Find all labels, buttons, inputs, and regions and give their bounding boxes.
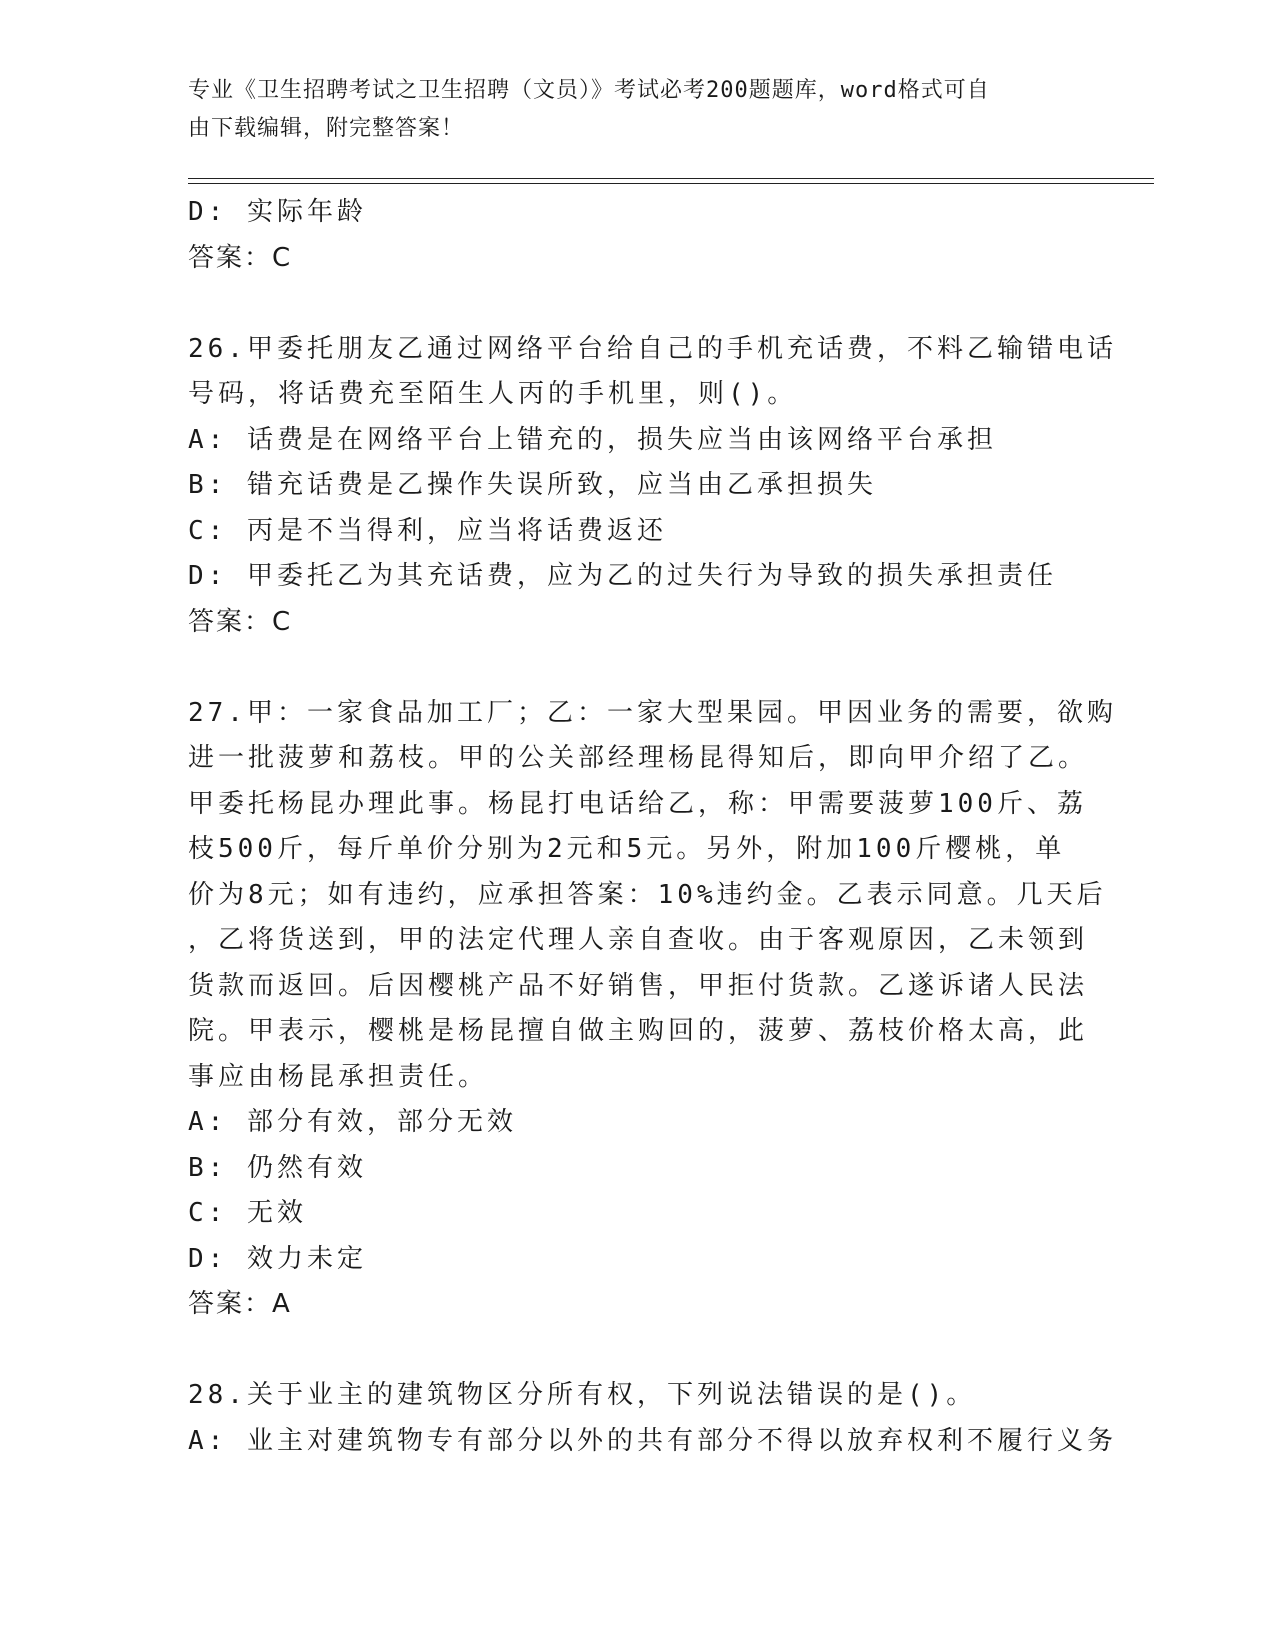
q27-stem-line-8: 院。甲表示，樱桃是杨昆擅自做主购回的，菠萝、荔枝价格太高，此 [188,1016,1089,1046]
q26-stem-line-1: 26.甲委托朋友乙通过网络平台给自己的手机充话费，不料乙输错电话 [188,333,1117,364]
q26-option-b: B: 错充话费是乙操作失误所致，应当由乙承担损失 [188,470,877,500]
header-divider-bottom [188,183,1154,184]
q27-answer: 答案：A [188,1289,292,1319]
header-line-1: 专业《卫生招聘考试之卫生招聘（文员）》考试必考200题题库，word格式可自 [188,78,990,103]
q27-stem-line-1: 27.甲：一家食品加工厂；乙：一家大型果园。甲因业务的需要，欲购 [188,697,1117,728]
q28-stem-line-1: 28.关于业主的建筑物区分所有权，下列说法错误的是()。 [188,1380,977,1410]
q27-stem-line-6: ，乙将货送到，甲的法定代理人亲自查收。由于客观原因，乙未领到 [188,925,1089,955]
q26-option-a: A: 话费是在网络平台上错充的，损失应当由该网络平台承担 [188,424,997,455]
header-line-2: 由下载编辑，附完整答案！ [188,116,465,141]
q26-stem-line-2: 号码，将话费充至陌生人丙的手机里，则()。 [188,379,798,409]
q26-answer: 答案：C [188,606,293,637]
q27-stem-line-9: 事应由杨昆承担责任。 [188,1061,489,1092]
q27-stem-line-7: 货款而返回。后因樱桃产品不好销售，甲拒付货款。乙遂诉诸人民法 [188,970,1089,1001]
q28-option-a: A: 业主对建筑物专有部分以外的共有部分不得以放弃权利不履行义务 [188,1425,1117,1456]
q25-answer: 答案：C [188,242,293,273]
q27-option-c: C: 无效 [188,1198,307,1228]
document-body [188,190,1117,1464]
q27-stem-line-5: 价为8元；如有违约，应承担答案：10%违约金。乙表示同意。几天后 [188,879,1107,910]
q27-stem-line-3: 甲委托杨昆办理此事。杨昆打电话给乙，称：甲需要菠萝100斤、荔 [188,788,1087,819]
q27-option-a: A: 部分有效，部分无效 [188,1107,517,1137]
question-27 [188,691,1117,1328]
spacer [188,281,1088,327]
spacer [188,645,1088,691]
q27-option-d: D: 效力未定 [188,1243,367,1274]
question-28 [188,1373,1117,1464]
q26-option-c: C: 丙是不当得利，应当将话费返还 [188,515,667,546]
q26-option-d: D: 甲委托乙为其充话费，应为乙的过失行为导致的损失承担责任 [188,561,1057,591]
header-divider-top [188,178,1154,179]
spacer [188,1328,1088,1374]
q27-stem-line-4: 枝500斤，每斤单价分别为2元和5元。另外，附加100斤樱桃，单 [188,834,1066,864]
q27-option-b: B: 仍然有效 [188,1152,367,1183]
q27-stem-line-2: 进一批菠萝和荔枝。甲的公关部经理杨昆得知后，即向甲介绍了乙。 [188,743,1089,773]
q25-option-d: D: 实际年龄 [188,197,367,227]
question-26 [188,327,1117,646]
document-header [188,72,1088,148]
